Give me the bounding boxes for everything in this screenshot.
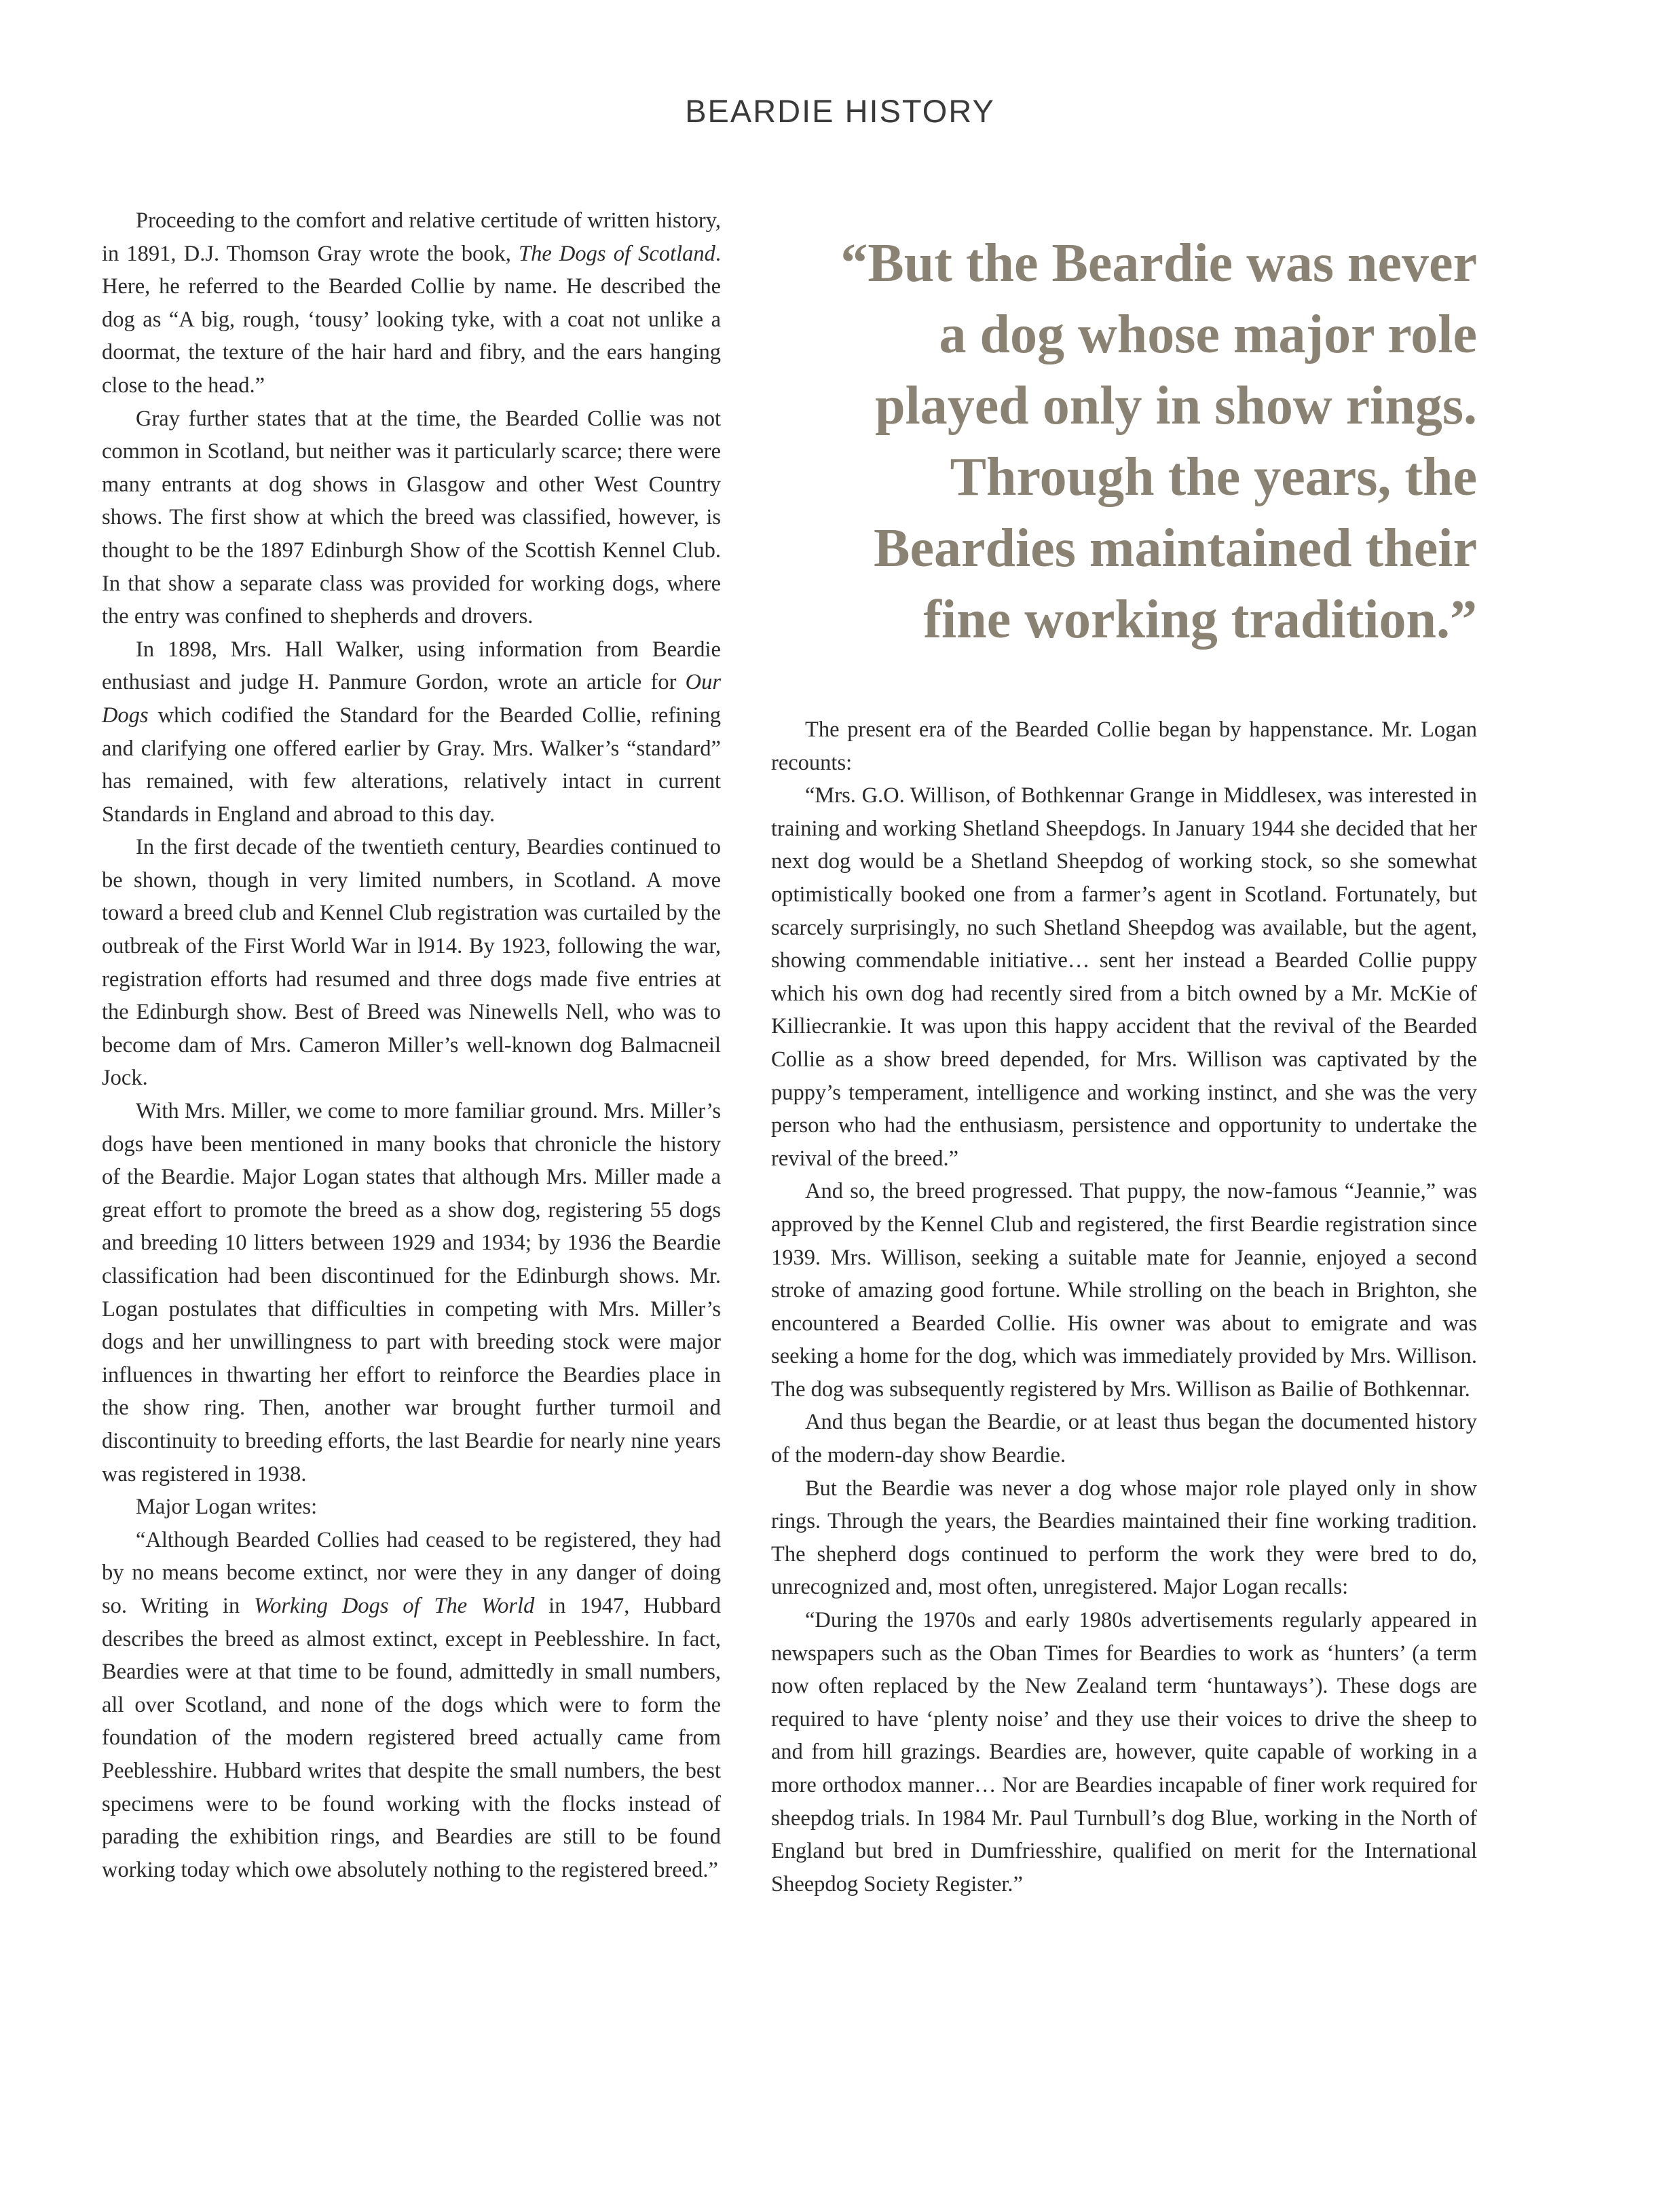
book-title: The Dogs of Scotland <box>519 241 715 266</box>
pull-quote-line: “But the Beardie was never <box>840 233 1477 293</box>
pull-quote-line: Through the years, the <box>950 447 1477 507</box>
paragraph: And so, the breed progressed. That puppy, the now-famous “Jeannie,” was approved by the Kennel Club and registered, the first Beardie registration since 1939. Mrs. Willison, seeking a suitable mate for Jeannie, enjoyed a second stroke of amazing good fortune. While strolling on the beach in Brighton, she encountered a Bearded Collie. His owner was about to emigrate and was seeking a home for the dog, which was immediately provided by Mrs. Willison. The dog was subsequently registered by Mrs. Willison as Bailie of Bothkennar. <box>771 1179 1477 1402</box>
paragraph: The present era of the Bearded Collie began by happenstance. Mr. Logan recounts: <box>771 717 1477 775</box>
pull-quote-line: played only in show rings. <box>875 376 1477 436</box>
paragraph: Gray further states that at the time, the Bearded Collie was not common in Scotland, but neither was it particularly scarce; there were many entrants at dog shows in Glasgow and other West Country shows. The first show at which the breed was classified, however, is thought to be the 1897 Edinburgh Show of the Scottish Kennel Club. In that show a separate class was provided for working dogs, where the entry was confined to shepherds and drovers. <box>102 406 721 629</box>
paragraph: In 1898, Mrs. Hall Walker, using information from Beardie enthusiast and judge H. Panmure Gordon, wrote an article for Our Dogs which codified the Standard for the Bearded Collie, refining and clarifying one offered earlier by Gray. Mrs. Walker’s “standard” has remained, with few alterations, relatively intact in current Standards in England and abroad to this day. <box>102 637 721 827</box>
paragraph: Major Logan writes: <box>136 1495 318 1520</box>
paragraph: “During the 1970s and early 1980s advertisements regularly appeared in newspapers such as the Oban Times for Beardies to work as ‘hunters’ (a term now often replaced by the New Zealand term ‘huntaways’). These dogs are required to have ‘plenty noise’ and they use their voices to drive the sheep to and from hill grazings. Beardies are, however, quite capable of working in a more orthodox manner… Nor are Beardies incapable of finer work required for sheepdog trials. In 1984 Mr. Paul Turnbull’s dog Blue, working in the North of England but bred in Dumfriesshire, qualified on merit for the International Sheepdog Society Register.” <box>771 1608 1477 1896</box>
publication-title: Our Dogs <box>102 670 721 728</box>
left-column <box>102 204 721 1886</box>
paragraph: “Mrs. G.O. Willison, of Bothkennar Grange in Middlesex, was interested in training and working Shetland Sheepdogs. In January 1944 she decided that her next dog would be a Shetland Sheepdog of working stock, so she somewhat optimistically booked one from a farmer’s agent in Scotland. Fortunately, but scarcely surprisingly, no such Shetland Sheepdog was available, but the agent, showing commendable initiative… sent her instead a Bearded Collie puppy which his own dog had recently sired from a bitch owned by a Mr. McKie of Killiecrankie. It was upon this happy accident that the revival of the Bearded Collie as a show breed depended, for Mrs. Willison was captivated by the puppy’s temperament, intelligence and working instinct, and she was the very person who had the enthusiasm, persistence and opportunity to undertake the revival of the breed.” <box>771 783 1477 1171</box>
pull-quote <box>771 228 1477 656</box>
paragraph: Proceeding to the comfort and relative certitude of written history, in 1891, D.J. Thomson Gray wrote the book, The Dogs of Scotland. Here, he referred to the Bearded Collie by name. He described the dog as “A big, rough, ‘tousy’ looking tyke, with a coat not unlike a doormat, the texture of the hair hard and fibry, and the ears hanging close to the head.” <box>102 208 721 398</box>
pull-quote-line: Beardies maintained their <box>874 519 1477 578</box>
pull-quote-line: a dog whose major role <box>939 305 1477 364</box>
right-column <box>771 713 1477 1901</box>
pull-quote-line: fine working tradition.” <box>923 590 1477 650</box>
paragraph: “Although Bearded Collies had ceased to be registered, they had by no means become extinct, nor were they in any danger of doing so. Writing in Working Dogs of The World in 1947, Hubbard describes the breed as almost extinct, except in Peeblesshire. In fact, Beardies were at that time to be found, admittedly in small numbers, all over Scotland, and none of the dogs which were to form the foundation of the modern registered breed actually came from Peeblesshire. Hubbard writes that despite the small numbers, the best specimens were to be found working with the flocks instead of parading the exhibition rings, and Beardies are still to be found working today which owe absolutely nothing to the registered breed.” <box>102 1527 722 1882</box>
paragraph: With Mrs. Miller, we come to more familiar ground. Mrs. Miller’s dogs have been mentioned in many books that chronicle the history of the Beardie. Major Logan states that although Mrs. Miller made a great effort to promote the breed as a show dog, registering 55 dogs and breeding 10 litters between 1929 and 1934; by 1936 the Beardie classification had been discontinued for the Edinburgh shows. Mr. Logan postulates that difficulties in competing with Mrs. Miller’s dogs and her unwillingness to part with breeding stock were major influences in thwarting her effort to reinforce the Beardies place in the show ring. Then, another war brought further turmoil and discontinuity to breeding efforts, the last Beardie for nearly nine years was registered in 1938. <box>102 1099 721 1486</box>
paragraph: In the first decade of the twentieth century, Beardies continued to be shown, though in very limited numbers, in Scotland. A move toward a breed club and Kennel Club registration was curtailed by the outbreak of the First World War in l914. By 1923, following the war, registration efforts had resumed and three dogs made five entries at the Edinburgh show. Best of Breed was Ninewells Nell, who was to become dam of Mrs. Cameron Miller’s well-known dog Balmacneil Jock. <box>102 835 721 1091</box>
paragraph: But the Beardie was never a dog whose major role played only in show rings. Through the years, the Beardies maintained their fine working tradition. The shepherd dogs continued to perform the work they were bred to do, unrecognized and, most often, unregistered. Major Logan recalls: <box>771 1476 1477 1600</box>
book-title: Working Dogs of The World <box>254 1593 535 1618</box>
paragraph: And thus began the Beardie, or at least thus began the documented history of the modern-day show Beardie. <box>771 1410 1477 1468</box>
page-header: BEARDIE HISTORY <box>685 93 995 129</box>
